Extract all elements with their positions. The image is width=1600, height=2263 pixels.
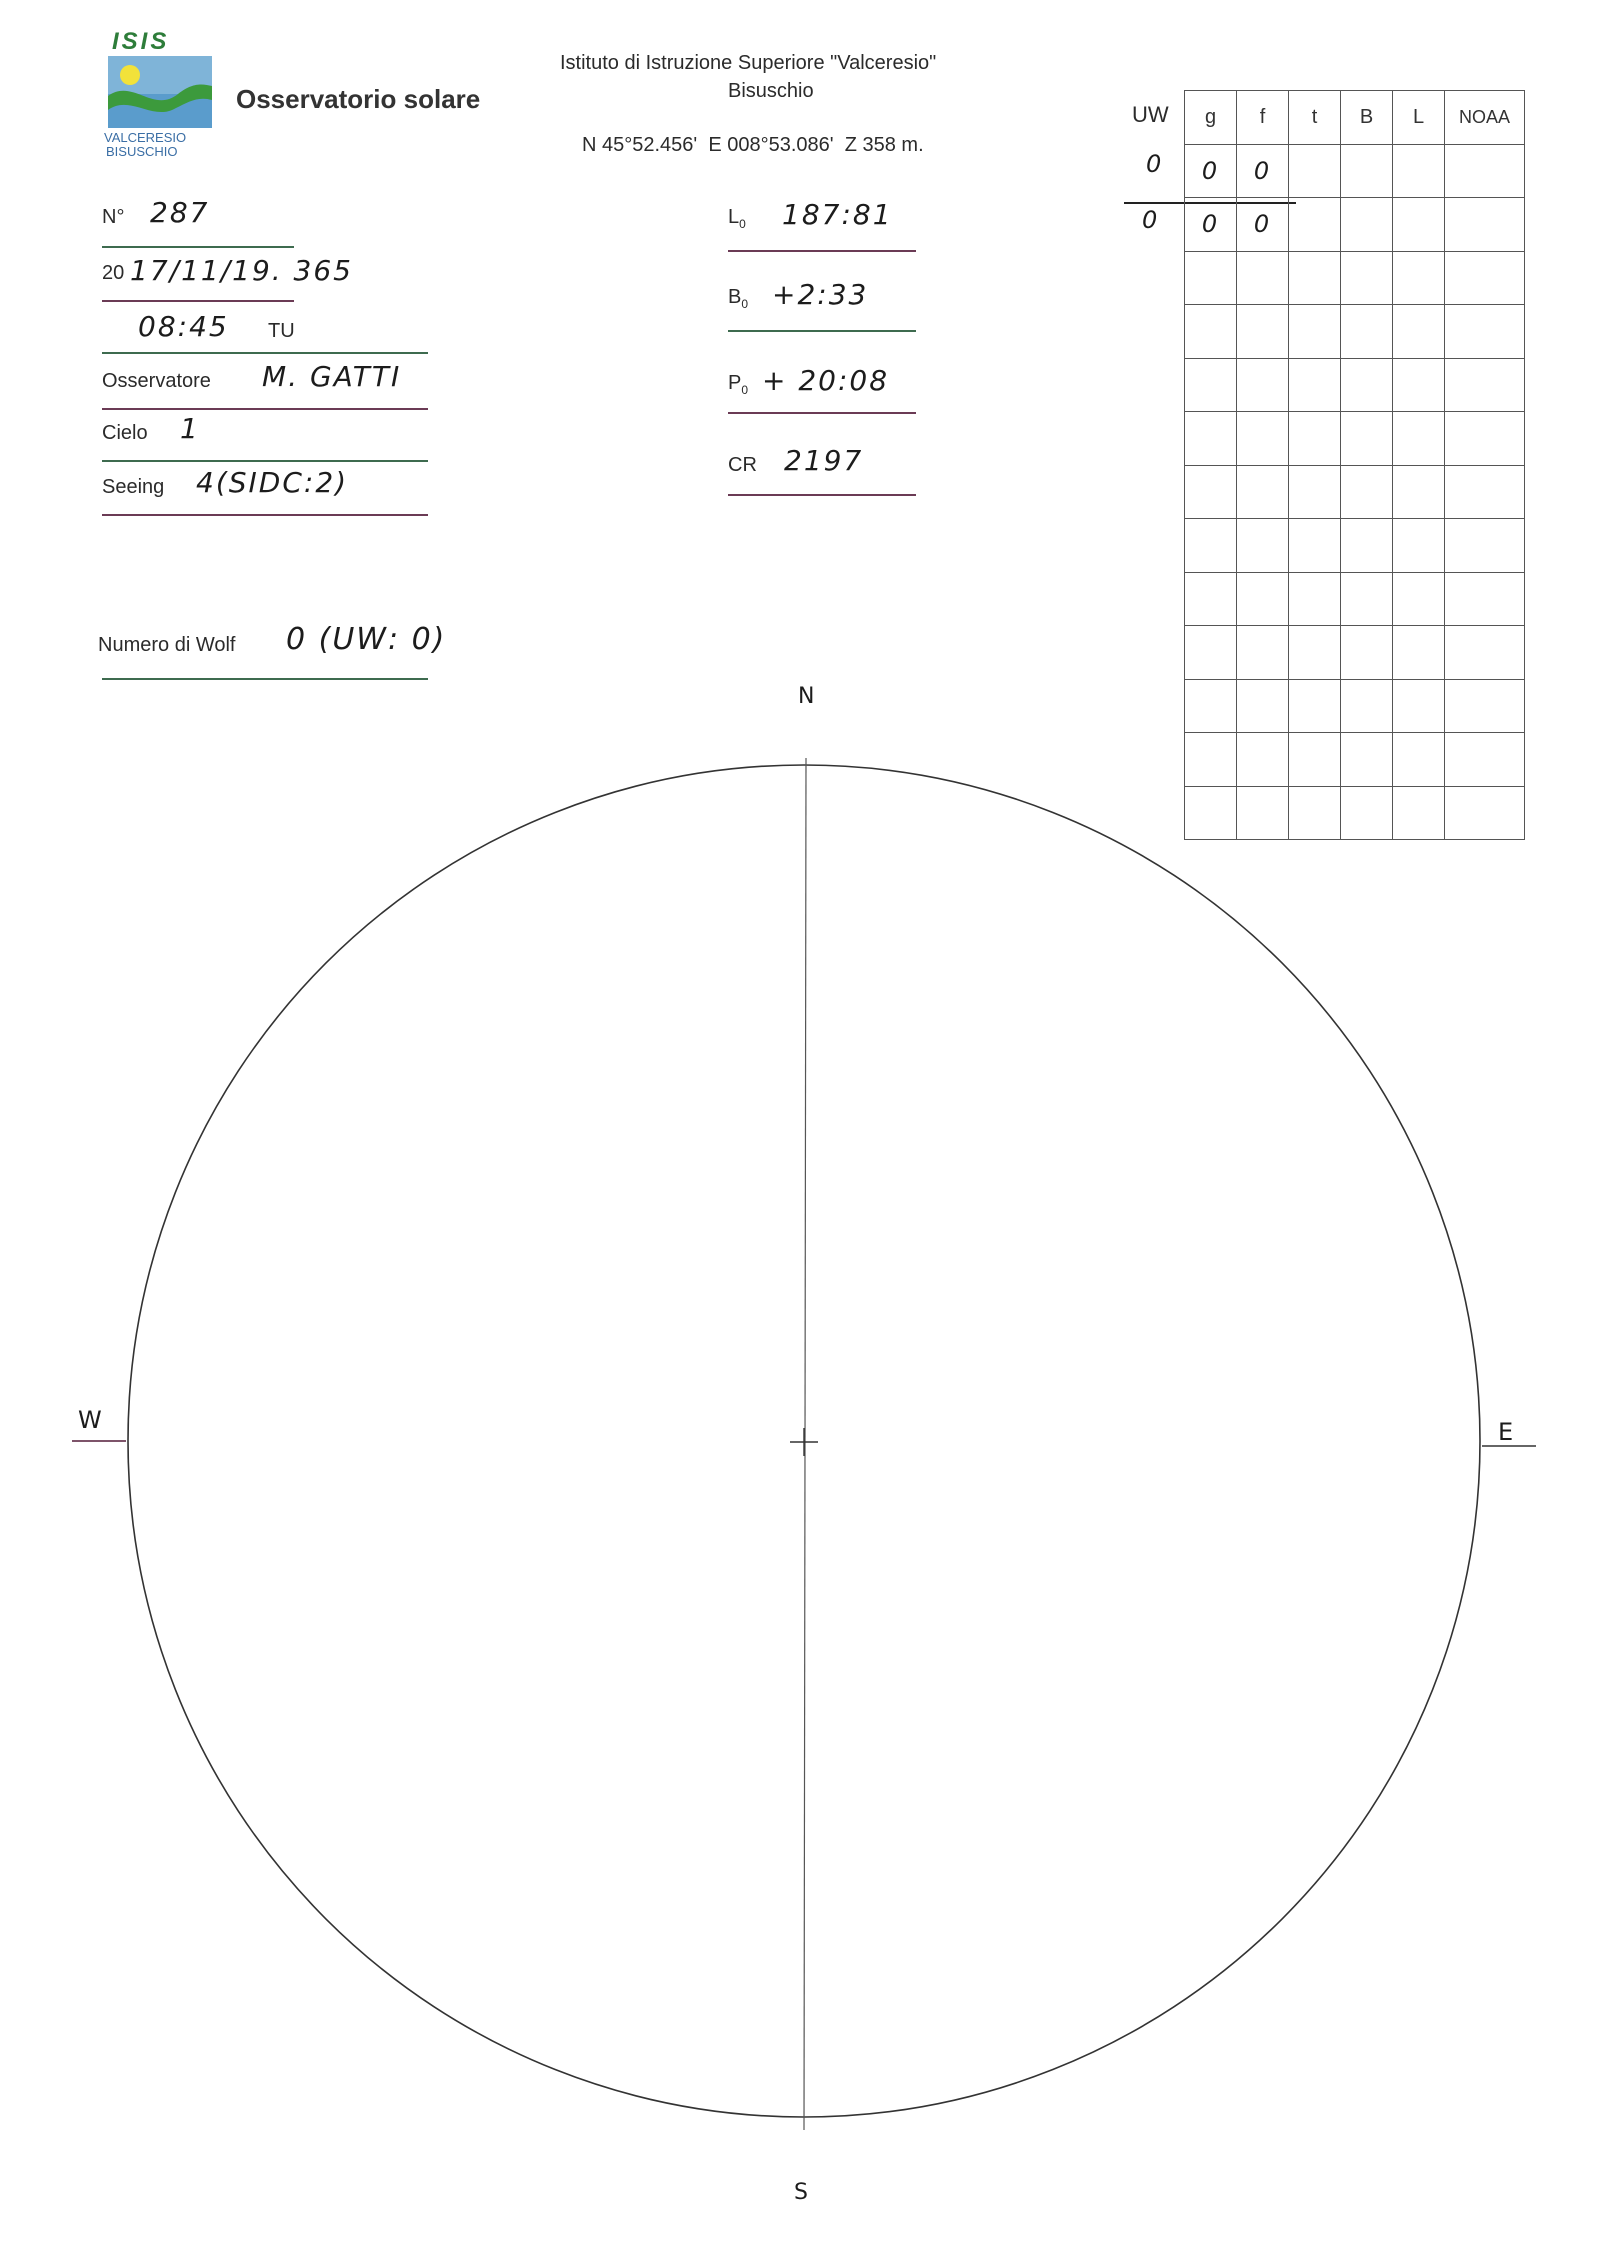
table-row [1185, 572, 1525, 626]
north-label: N [798, 684, 815, 709]
solar-disk-diagram [0, 660, 1600, 2260]
l0-rule [728, 250, 916, 252]
table-header: f [1237, 91, 1289, 145]
table-header: L [1393, 91, 1445, 145]
table-header: g [1185, 91, 1237, 145]
table-row [1185, 519, 1525, 573]
table-cell [1393, 144, 1445, 198]
table-header: NOAA [1445, 91, 1525, 145]
logo-isis-text: ISIS [112, 28, 170, 55]
table-cell [1289, 144, 1341, 198]
table-row [1185, 412, 1525, 466]
b0-rule [728, 330, 916, 332]
sky-value: 1 [180, 412, 200, 445]
logo-line1: VALCERESIO [104, 130, 187, 145]
logo-line2: BISUSCHIO [106, 144, 178, 159]
table-cell [1445, 144, 1525, 198]
logo-emblem-icon [108, 56, 212, 128]
seeing-label: Seeing [102, 476, 165, 498]
number-value: 287 [150, 196, 210, 229]
number-rule [102, 246, 294, 248]
table-row [1185, 305, 1525, 359]
observer-value: M. GATTI [262, 360, 402, 393]
l0-value: 187:81 [782, 198, 893, 231]
table-header: B [1341, 91, 1393, 145]
east-label: E [1498, 1418, 1514, 1446]
sky-rule [102, 460, 428, 462]
table-row [1185, 198, 1525, 252]
table-header-uw: UW [1132, 102, 1169, 127]
table-header: t [1289, 91, 1341, 145]
table-cell [1445, 198, 1525, 252]
table-row [1185, 251, 1525, 305]
p0-sub: 0 [741, 383, 749, 397]
p0-rule [728, 412, 916, 414]
page-title: Osservatorio solare [236, 84, 481, 114]
table-row [1185, 465, 1525, 519]
wolf-label: Numero di Wolf [98, 634, 236, 656]
coordinates: N 45°52.456' E 008°53.086' Z 358 m. [582, 134, 924, 156]
cr-value: 2197 [784, 444, 864, 477]
date-rule [102, 300, 294, 302]
l0-sub: 0 [739, 217, 746, 231]
l0-label [728, 206, 746, 231]
number-label: N° [102, 206, 125, 228]
table-cell [1393, 198, 1445, 252]
seeing-rule [102, 514, 428, 516]
institute-name: Istituto di Istruzione Superiore "Valceresio" [560, 52, 937, 74]
table-cell [1341, 198, 1393, 252]
b0-sub: 0 [741, 297, 749, 311]
b0-letter: B [728, 286, 742, 308]
seeing-value: 4(SIDC:2) [196, 466, 349, 499]
table-row [1185, 144, 1525, 198]
table-cell: 0 [1185, 198, 1237, 252]
p0-label [728, 372, 748, 397]
p0-value: + 20:08 [762, 364, 890, 397]
logo [100, 28, 225, 163]
cr-rule [728, 494, 916, 496]
table-cell [1341, 144, 1393, 198]
time-unit: TU [268, 320, 295, 342]
west-label: W [78, 1406, 102, 1434]
wolf-value: 0 (UW: 0) [286, 622, 447, 657]
table-cell [1289, 198, 1341, 252]
time-rule [102, 352, 428, 354]
south-label: S [794, 2180, 808, 2205]
row1-uw: 0 [1146, 150, 1164, 178]
l0-letter: L [728, 206, 740, 228]
p0-letter: P [728, 372, 742, 394]
observer-label: Osservatore [102, 370, 211, 392]
institute-town: Bisuschio [728, 80, 814, 102]
table-header-row [1185, 91, 1525, 145]
date-value: 17/11/19. 365 [130, 254, 353, 287]
table-cell: 0 [1237, 198, 1289, 252]
time-value: 08:45 [138, 310, 229, 343]
table-row [1185, 358, 1525, 412]
sky-label: Cielo [102, 422, 148, 444]
b0-value: +2:33 [772, 278, 869, 311]
b0-label [728, 286, 748, 311]
date-prefix: 20 [102, 262, 125, 284]
cr-label: CR [728, 454, 757, 476]
table-cell: 0 [1185, 144, 1237, 198]
row2-uw: 0 [1142, 206, 1160, 234]
observer-rule [102, 408, 428, 410]
table-cell: 0 [1237, 144, 1289, 198]
